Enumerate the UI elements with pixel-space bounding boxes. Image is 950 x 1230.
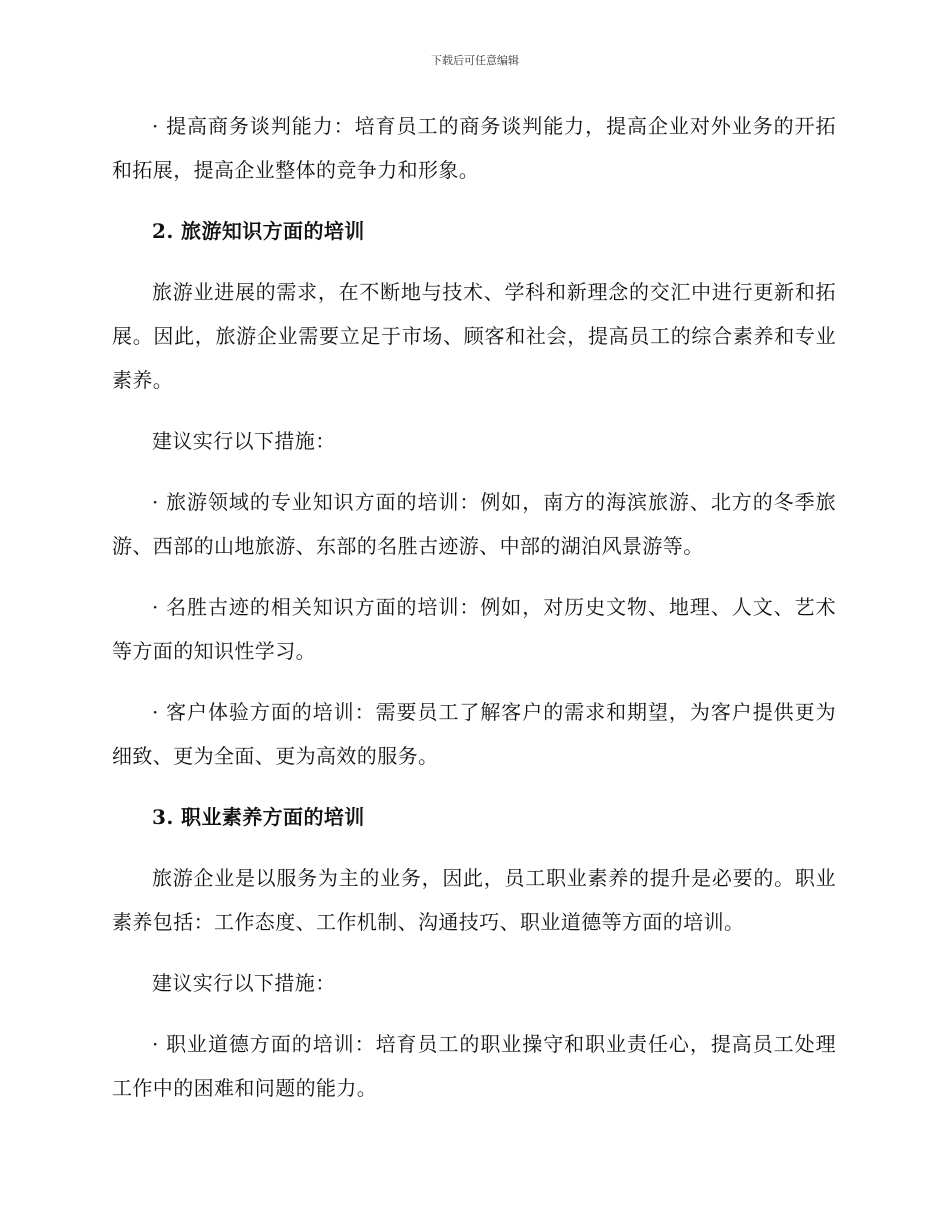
document-body xyxy=(112,104,836,1127)
section-heading-professional-quality: 3. 职业素养方面的培训 xyxy=(152,805,365,829)
page-header: 下载后可任意编辑 xyxy=(431,54,519,67)
paragraph-tourism-knowledge-intro: 旅游业进展的需求，在不断地与技术、学科和新理念的交汇中进行更新和拓展。因此，旅游企业需要立足于市场、顾客和社会，提高员工的综合素养和专业素养。 xyxy=(112,280,836,392)
paragraph-professional-quality-intro: 旅游企业是以服务为主的业务，因此，员工职业素养的提升是必要的。职业素养包括：工作态度、工作机制、沟通技巧、职业道德等方面的培训。 xyxy=(112,866,836,934)
section-heading-tourism-knowledge: 2. 旅游知识方面的培训 xyxy=(152,219,365,243)
bullet-professional-knowledge: · 旅游领域的专业知识方面的培训：例如，南方的海滨旅游、北方的冬季旅游、西部的山地旅游、东部的名胜古迹游、中部的湖泊风景游等。 xyxy=(112,490,836,558)
bullet-historic-sites: · 名胜古迹的相关知识方面的培训：例如，对历史文物、地理、人文、艺术等方面的知识性学习。 xyxy=(112,595,836,663)
paragraph-measures-intro-2: 建议实行以下措施： xyxy=(152,971,336,995)
bullet-professional-ethics: · 职业道德方面的培训：培育员工的职业操守和职业责任心，提高员工处理工作中的困难和问题的能力。 xyxy=(112,1032,836,1100)
bullet-negotiation-skills: · 提高商务谈判能力：培育员工的商务谈判能力，提高企业对外业务的开拓和拓展，提高企业整体的竞争力和形象。 xyxy=(112,114,836,182)
paragraph-measures-intro: 建议实行以下措施： xyxy=(152,429,336,453)
bullet-customer-experience: · 客户体验方面的培训：需要员工了解客户的需求和期望，为客户提供更为细致、更为全面、更为高效的服务。 xyxy=(112,700,836,768)
